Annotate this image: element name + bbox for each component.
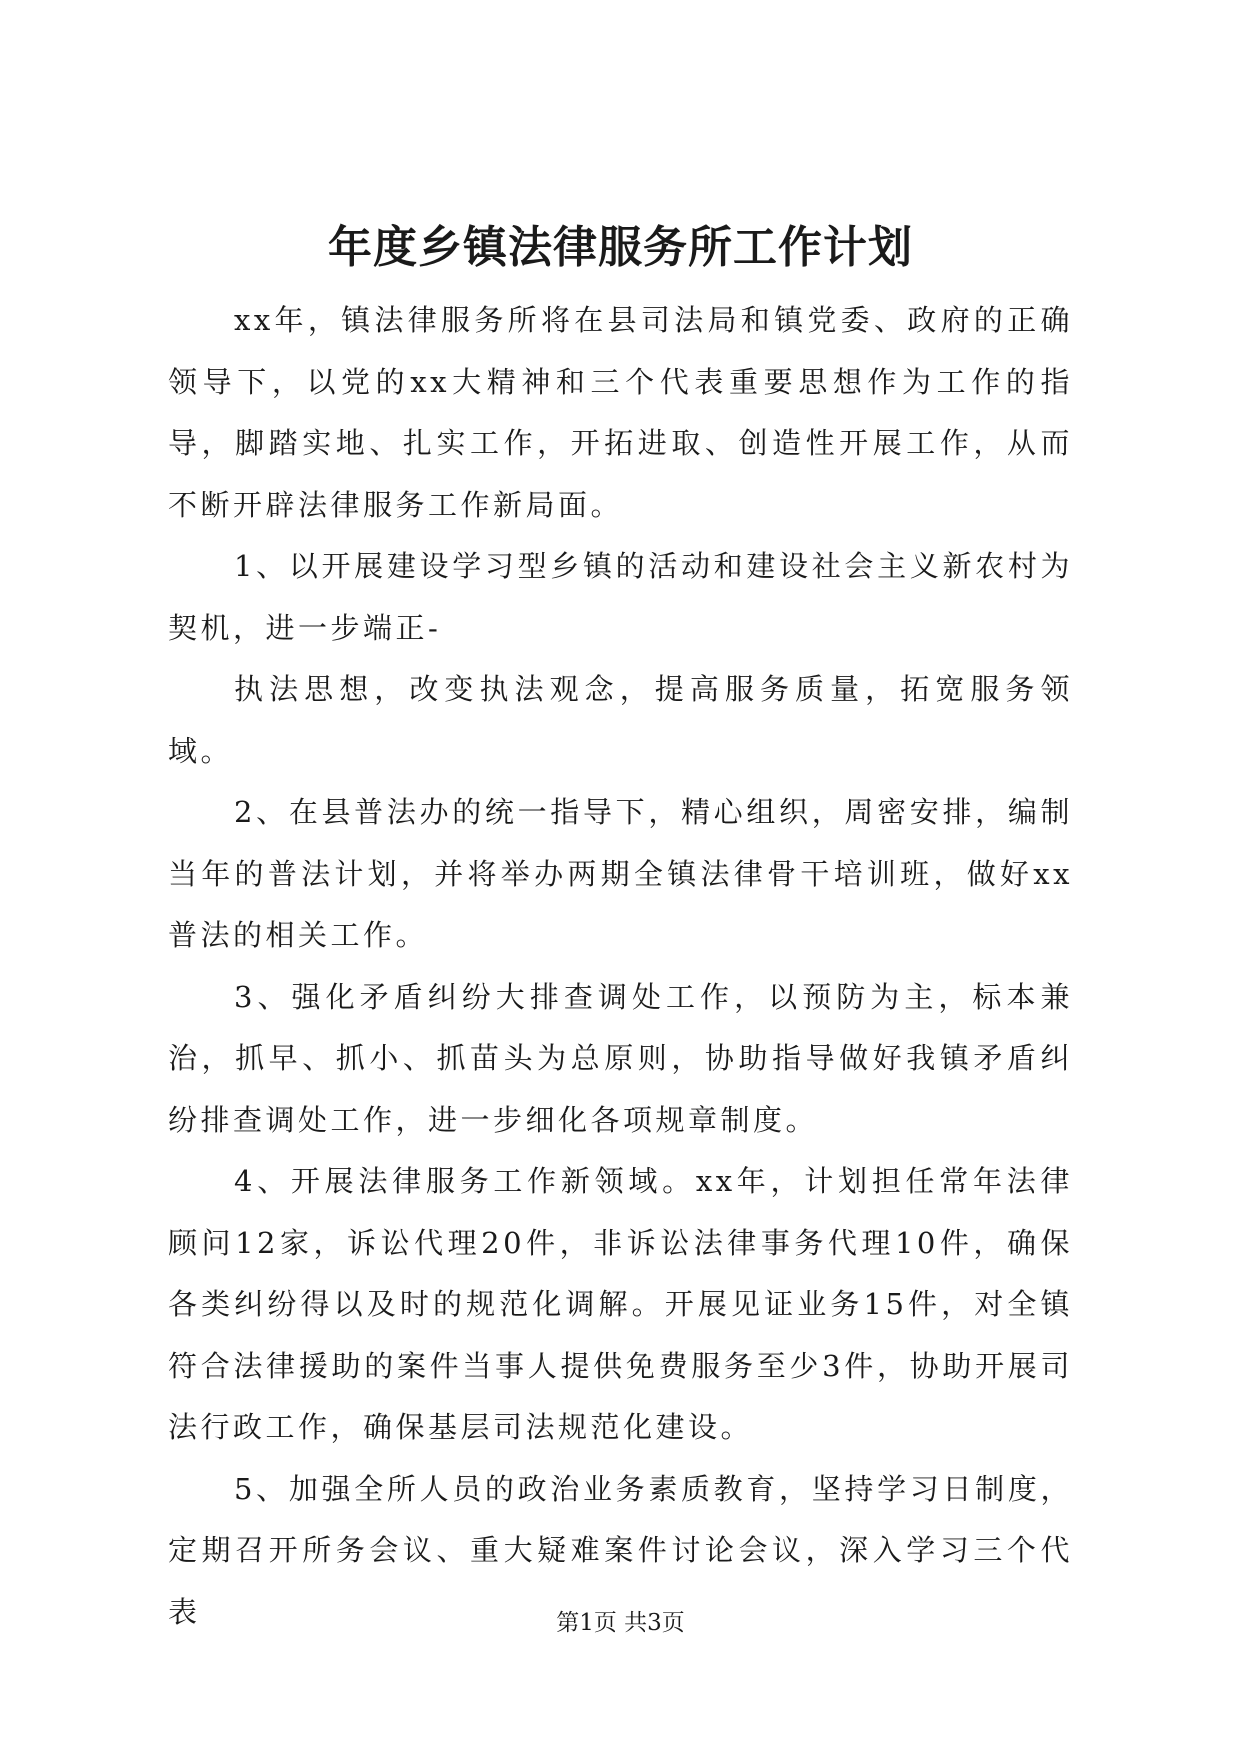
- document-title: 年度乡镇法律服务所工作计划: [328, 222, 913, 273]
- paragraph-item-5: 5、加强全所人员的政治业务素质教育，坚持学习日制度，定期召开所务会议、重大疑难案件讨论会议，深入学习三个代表: [168, 1471, 1073, 1629]
- paragraph-intro: xx年，镇法律服务所将在县司法局和镇党委、政府的正确领导下，以党的xx大精神和三个代表重要思想作为工作的指导，脚踏实地、扎实工作，开拓进取、创造性开展工作，从而不断开辟法律服务工作新局面。: [168, 303, 1073, 522]
- document-body: [168, 290, 1073, 1643]
- paragraph-item-2: 2、在县普法办的统一指导下，精心组织，周密安排，编制当年的普法计划，并将举办两期全镇法律骨干培训班，做好xx普法的相关工作。: [168, 795, 1073, 952]
- paragraph-item-3: 3、强化矛盾纠纷大排查调处工作，以预防为主，标本兼治，抓早、抓小、抓苗头为总原则，协助指导做好我镇矛盾纠纷排查调处工作，进一步细化各项规章制度。: [168, 979, 1073, 1137]
- paragraph-item-1: 1、以开展建设学习型乡镇的活动和建设社会主义新农村为契机，进一步端正-: [168, 549, 1073, 645]
- page-footer: 第1页 共3页: [556, 1610, 685, 1636]
- paragraph-item-4: 4、开展法律服务工作新领域。xx年，计划担任常年法律顾问12家，诉讼代理20件，非诉讼法律事务代理10件，确保各类纠纷得以及时的规范化调解。开展见证业务15件，对全镇符合法律援助的案件当事人提供免费服务至少3件，协助开展司法行政工作，确保基层司法规范化建设。: [168, 1164, 1073, 1444]
- paragraph-item-1-continued: 执法思想，改变执法观念，提高服务质量，拓宽服务领域。: [168, 672, 1073, 768]
